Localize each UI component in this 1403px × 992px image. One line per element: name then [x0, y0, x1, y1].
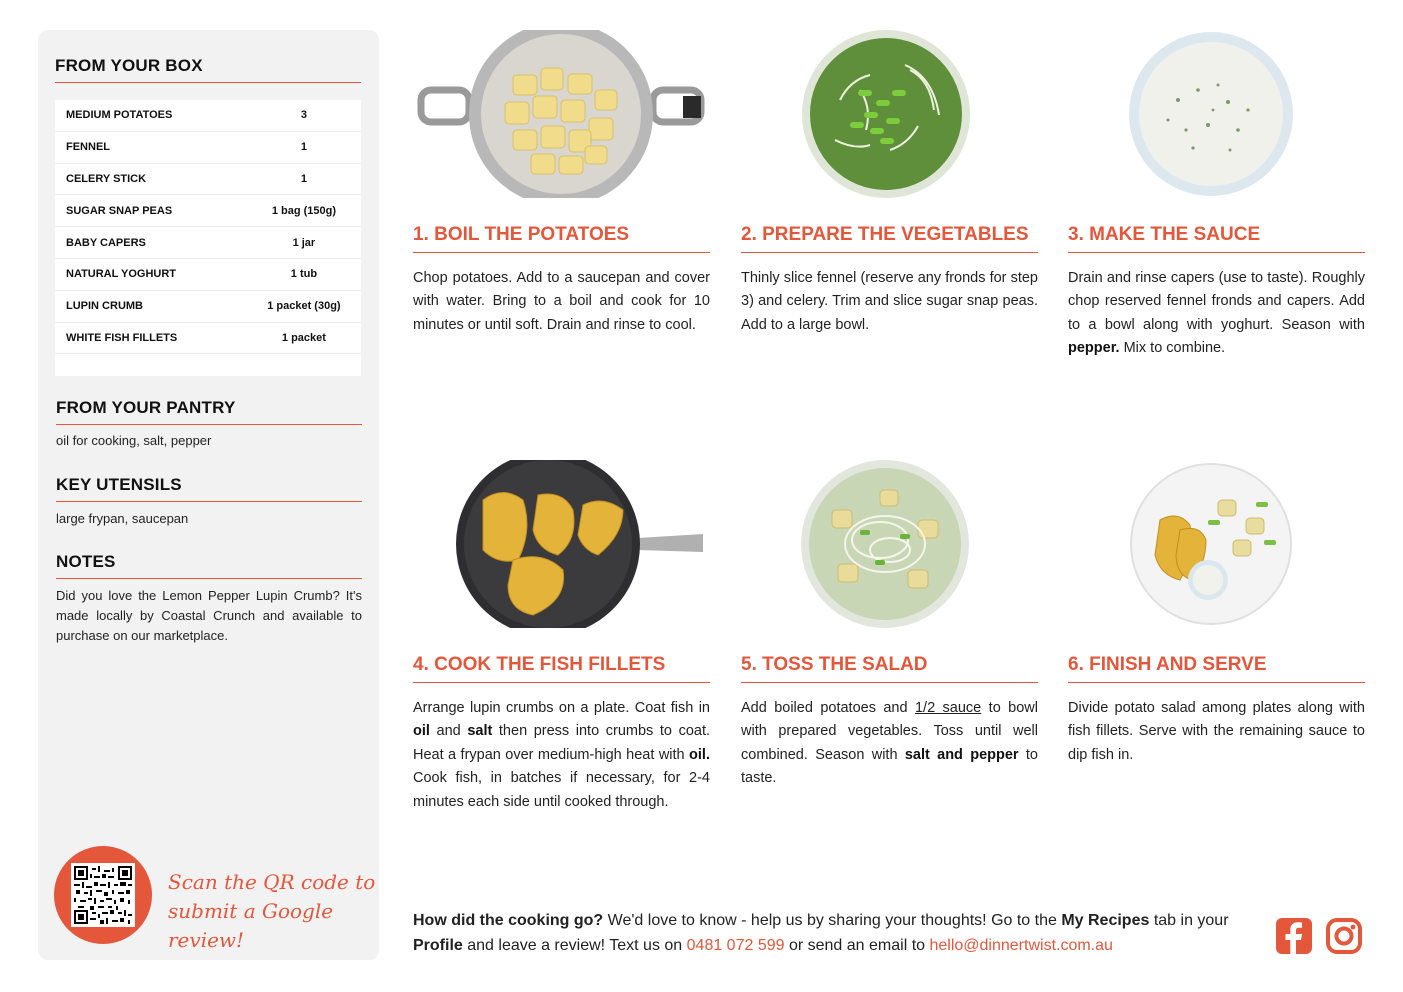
- ingredient-row: [55, 195, 361, 227]
- ingredient-qty: 1 jar: [292, 236, 316, 249]
- phone-link[interactable]: 0481 072 599: [686, 937, 785, 954]
- step-1-title: 1. BOIL THE POTATOES: [413, 224, 710, 253]
- qr-review-prompt: [168, 868, 379, 955]
- utensils-heading: KEY UTENSILS: [56, 475, 362, 502]
- qr-prompt-line1: Scan the QR code to: [168, 870, 376, 894]
- pot-handle-left: [421, 90, 469, 122]
- ingredient-row: [55, 291, 361, 323]
- notes-heading: NOTES: [56, 552, 362, 579]
- ingredient-name: FENNEL: [66, 141, 110, 154]
- instagram-icon[interactable]: [1325, 917, 1363, 955]
- box-ingredients-heading: FROM YOUR BOX: [55, 56, 361, 83]
- ingredients-sidebar: [38, 30, 379, 960]
- ingredient-qty: 1 tub: [290, 268, 318, 281]
- yoghurt-sauce: [1139, 42, 1283, 186]
- step-6-body: Divide potato salad among plates along with fish fillets. Serve with the remaining sauce to dip fish in.: [1068, 700, 1365, 763]
- qr-prompt-line2: submit a Google review!: [168, 899, 334, 952]
- step-5-body: Add boiled potatoes and 1/2 sauce to bowl with prepared vegetables. Toss until well combined. Season with salt and pepper to taste.: [741, 700, 1038, 787]
- ingredient-qty: 1 packet: [281, 331, 326, 344]
- dipping-sauce: [1193, 565, 1223, 595]
- email-link[interactable]: hello@dinnertwist.com.au: [929, 937, 1113, 954]
- step-5-image: [740, 460, 1037, 628]
- ingredient-row: [55, 227, 361, 259]
- feedback-footer: How did the cooking go? We'd love to know - help us by sharing your thoughts! Go to the My Recipes tab in your Profile and leave a review! Text us on 0481 072 599 or send an email to hello@dinnertwist.com.au: [413, 912, 1229, 954]
- ingredient-row: [55, 100, 361, 132]
- ingredient-qty: 1: [300, 141, 307, 154]
- step-3-body: Drain and rinse capers (use to taste). Roughly chop reserved fennel fronds and capers. Add to a bowl along with yoghurt. Season with pepper. Mix to combine.: [1068, 270, 1365, 357]
- frypan-handle: [638, 534, 703, 552]
- pantry-text: oil for cooking, salt, pepper: [56, 433, 212, 448]
- step-6-image: [1068, 460, 1365, 628]
- pantry-heading: FROM YOUR PANTRY: [56, 398, 362, 425]
- ingredient-name: CELERY STICK: [66, 172, 147, 185]
- ingredient-qty: 1 packet (30g): [267, 300, 341, 313]
- pot-handle-grip: [683, 96, 701, 118]
- step-3-title: 3. MAKE THE SAUCE: [1068, 224, 1365, 253]
- step-4-title: 4. COOK THE FISH FILLETS: [413, 654, 710, 683]
- step-2-title: 2. PREPARE THE VEGETABLES: [741, 224, 1038, 253]
- ingredient-row: [55, 164, 361, 196]
- step-1-body: Chop potatoes. Add to a saucepan and cover with water. Bring to a boil and cook for 10 minutes or until soft. Drain and rinse to cool.: [413, 270, 710, 333]
- ingredient-qty: 3: [300, 109, 307, 122]
- ingredient-row: [55, 132, 361, 164]
- step-2-image: [740, 30, 1037, 198]
- ingredients-table: [55, 100, 361, 376]
- ingredient-name: NATURAL YOGHURT: [66, 268, 176, 281]
- step-6-title: 6. FINISH AND SERVE: [1068, 654, 1365, 683]
- ingredient-name: LUPIN CRUMB: [66, 300, 143, 313]
- step-5-title: 5. TOSS THE SALAD: [741, 654, 1038, 683]
- ingredient-name: BABY CAPERS: [66, 236, 146, 249]
- qr-code-badge[interactable]: [54, 846, 152, 944]
- step-2-body: Thinly slice fennel (reserve any fronds for step 3) and celery. Trim and slice sugar snap peas. Add to a large bowl.: [741, 270, 1038, 333]
- ingredient-qty: 1 bag (150g): [271, 204, 336, 217]
- step-1-image: [413, 30, 710, 198]
- step-4-body: Arrange lupin crumbs on a plate. Coat fish in oil and salt then press into crumbs to coat. Heat a frypan over medium-high heat with oil. Cook fish, in batches if necessary, for 2-4 minutes each side until cooked through.: [413, 700, 711, 810]
- qr-code-icon: [71, 863, 135, 927]
- step-4-image: [413, 460, 710, 628]
- ingredient-name: WHITE FISH FILLETS: [66, 331, 178, 344]
- ingredient-qty: 1: [300, 172, 307, 185]
- ingredient-row: [55, 323, 361, 355]
- notes-text: Did you love the Lemon Pepper Lupin Crumb? It's made locally by Coastal Crunch and available to purchase on our marketplace.: [56, 588, 362, 643]
- ingredient-name: SUGAR SNAP PEAS: [66, 204, 173, 217]
- utensils-text: large frypan, saucepan: [56, 511, 189, 526]
- ingredient-name: MEDIUM POTATOES: [66, 109, 173, 122]
- step-3-image: [1068, 30, 1365, 198]
- facebook-icon[interactable]: [1275, 917, 1313, 955]
- ingredient-row: [55, 259, 361, 291]
